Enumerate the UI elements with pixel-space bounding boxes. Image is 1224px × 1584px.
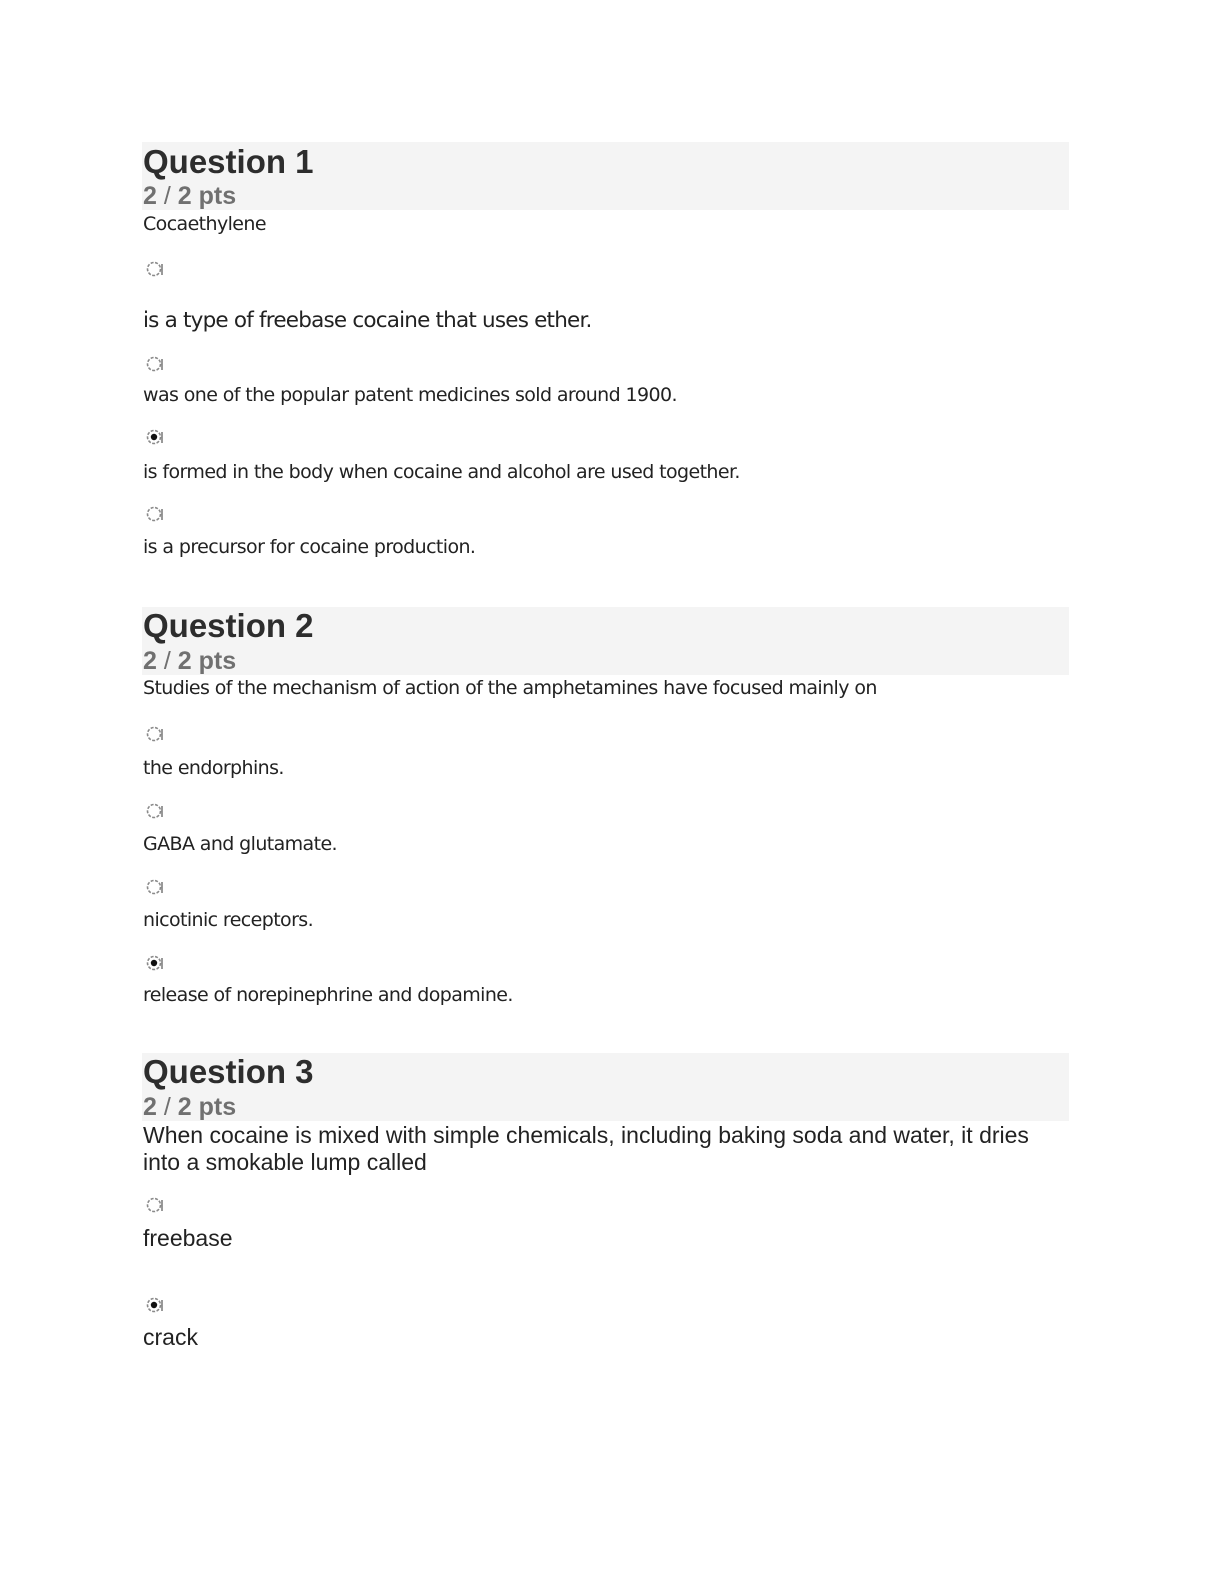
answer-option: the endorphins. [143,757,284,779]
answer-option: is formed in the body when cocaine and alcohol are used together. [143,461,740,483]
radio-unselected-icon [145,878,165,898]
question-points [143,649,236,674]
radio-button[interactable] [145,802,165,822]
answer-option: is a type of freebase cocaine that uses ether. [143,308,592,333]
radio-selected-icon [145,1296,165,1316]
points-earned: 2 [143,1093,157,1121]
question-prompt-line-1: When cocaine is mixed with simple chemicals, including baking soda and water, it dries [143,1122,1029,1148]
radio-button[interactable] [145,954,165,974]
radio-unselected-icon [145,505,165,525]
points-possible: 2 pts [177,1093,237,1121]
radio-button[interactable] [145,878,165,898]
question-points [143,1095,236,1120]
radio-unselected-icon [145,355,165,375]
radio-unselected-icon [145,1196,165,1216]
points-separator: / [163,1093,171,1121]
question-points [143,184,236,209]
radio-unselected-icon [145,260,165,280]
answer-option: freebase [143,1225,233,1251]
radio-button[interactable] [145,260,165,280]
points-earned: 2 [143,647,157,675]
question-title: Question 1 [143,143,314,180]
answer-option: was one of the popular patent medicines sold around 1900. [143,384,677,406]
points-possible: 2 pts [177,182,237,210]
answer-option: GABA and glutamate. [143,833,337,855]
question-title: Question 3 [143,1053,314,1090]
points-earned: 2 [143,182,157,210]
answer-option: is a precursor for cocaine production. [143,536,476,558]
question-prompt: Studies of the mechanism of action of the amphetamines have focused mainly on [143,677,877,699]
radio-button[interactable] [145,1196,165,1216]
points-separator: / [163,182,171,210]
question-prompt: Cocaethylene [143,213,266,235]
radio-button[interactable] [145,355,165,375]
answer-option: crack [143,1324,198,1350]
radio-button[interactable] [145,725,165,745]
answer-option: release of norepinephrine and dopamine. [143,984,513,1006]
points-separator: / [163,647,171,675]
question-title: Question 2 [143,607,314,644]
radio-unselected-icon [145,802,165,822]
question-prompt-line-2: into a smokable lump called [143,1149,427,1175]
radio-selected-icon [145,428,165,448]
radio-button[interactable] [145,428,165,448]
radio-button[interactable] [145,1296,165,1316]
points-possible: 2 pts [177,647,237,675]
radio-button[interactable] [145,505,165,525]
radio-selected-icon [145,954,165,974]
radio-unselected-icon [145,725,165,745]
answer-option: nicotinic receptors. [143,909,314,931]
